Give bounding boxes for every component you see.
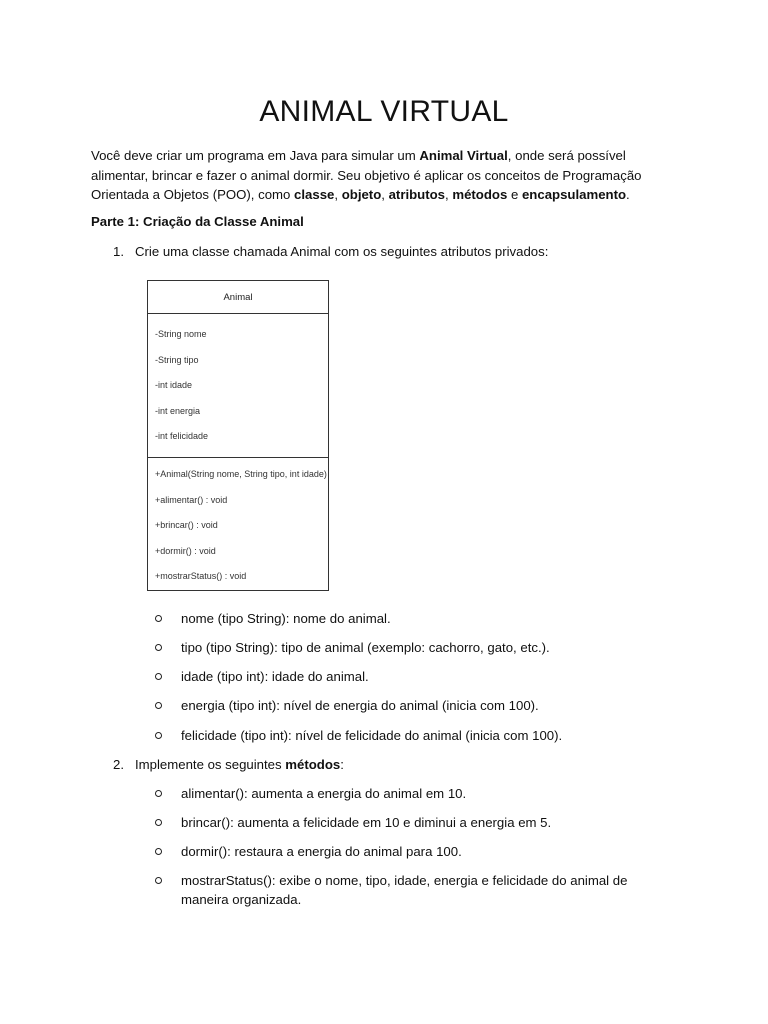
intro-bold: métodos [452, 187, 508, 202]
intro-bold: encapsulamento [521, 187, 627, 202]
bullet-circle-icon [155, 790, 162, 797]
intro-bold: atributos [388, 187, 446, 202]
list-item-text: brincar(): aumenta a felicidade em 10 e diminui a energia em 5. [181, 815, 552, 830]
item-text: Implemente os seguintes [135, 757, 286, 772]
list-item-text: alimentar(): aumenta a energia do animal em 10. [181, 786, 467, 801]
item-number: 1. [113, 244, 124, 259]
numbered-item-2 [113, 755, 344, 774]
uml-method: +alimentar() : void [155, 494, 228, 505]
bullet-circle-icon [155, 877, 162, 884]
uml-method: +brincar() : void [155, 520, 218, 530]
intro-text: , onde será possível alimentar, brincar e fazer o animal dormir. Seu objetivo é aplicar os conceitos de Programação Orientada a Objetos (POO), como [91, 148, 642, 202]
list-item-text: felicidade (tipo int): nível de felicidade do animal (inicia com 100). [181, 728, 563, 743]
bullet-circle-icon [155, 819, 162, 826]
uml-class-name: Animal [148, 281, 328, 314]
bullet-circle-icon [155, 848, 162, 855]
intro-text: , [445, 187, 453, 202]
uml-methods [148, 458, 328, 596]
uml-class-diagram [147, 280, 329, 591]
intro-text: , [381, 187, 389, 202]
section-heading: Parte 1: Criação da Classe Animal [91, 214, 304, 229]
bullet-circle-icon [155, 615, 162, 622]
list-item-text: dormir(): restaura a energia do animal para 100. [181, 844, 462, 859]
intro-text: . [626, 187, 630, 202]
bullet-circle-icon [155, 732, 162, 739]
uml-attribute: -int felicidade [155, 431, 209, 441]
bullet-circle-icon [155, 644, 162, 651]
intro-text: e [507, 187, 522, 202]
uml-method: +mostrarStatus() : void [155, 571, 247, 581]
item-text: Crie uma classe chamada Animal com os seguintes atributos privados: [135, 244, 549, 259]
uml-attributes [148, 314, 328, 458]
uml-attribute: -String tipo [155, 354, 199, 365]
item-number: 2. [113, 757, 124, 772]
bullet-circle-icon [155, 673, 162, 680]
numbered-item-1 [113, 242, 548, 261]
list-item-text: energia (tipo int): nível de energia do animal (inicia com 100). [181, 698, 539, 713]
bullet-circle-icon [155, 702, 162, 709]
intro-bold: classe [294, 187, 335, 202]
intro-text: , [334, 187, 342, 202]
intro-text: Você deve criar um programa em Java para simular um [91, 148, 420, 163]
item-bold: métodos [285, 757, 341, 772]
page-title: ANIMAL VIRTUAL [259, 95, 509, 128]
list-item-text: mostrarStatus(): exibe o nome, tipo, idade, energia e felicidade do animal de maneira organizada. [181, 873, 628, 907]
list-item-text: idade (tipo int): idade do animal. [181, 669, 369, 684]
intro-bold: objeto [341, 187, 382, 202]
uml-method: +dormir() : void [155, 545, 216, 556]
list-item-text: tipo (tipo String): tipo de animal (exemplo: cachorro, gato, etc.). [181, 640, 550, 655]
item-text: : [340, 757, 344, 772]
uml-attribute: -int idade [155, 380, 193, 390]
intro-paragraph [91, 146, 671, 205]
uml-attribute: -String nome [155, 329, 207, 339]
list-item-text: nome (tipo String): nome do animal. [181, 611, 391, 626]
intro-bold: Animal Virtual [419, 148, 508, 163]
uml-method: +Animal(String nome, String tipo, int idade) [155, 469, 327, 479]
uml-attribute: -int energia [155, 405, 201, 416]
